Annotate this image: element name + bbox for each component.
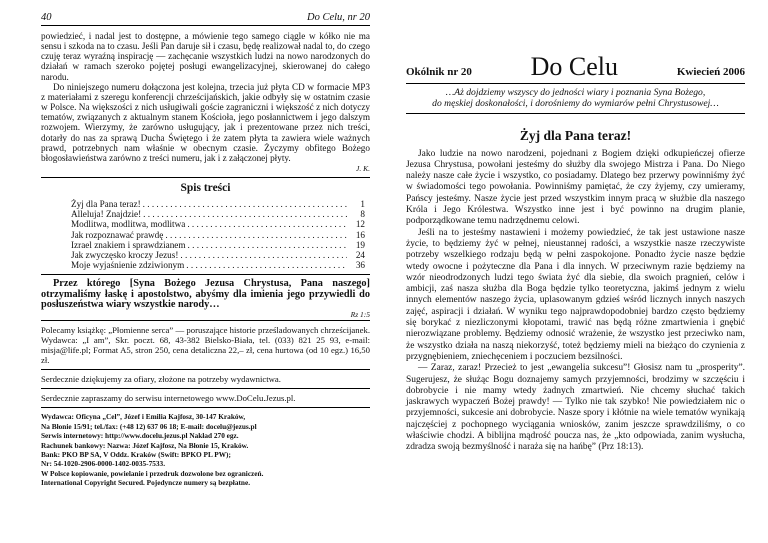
- publisher-line: W Polsce kopiowanie, powielanie i przedruk dozwolone bez ograniczeń.: [41, 468, 264, 478]
- toc-entry-title: Moje wyjaśnienie zdziwionym: [71, 259, 185, 270]
- magazine-title: Do Celu: [530, 52, 619, 81]
- issue-date: Kwiecień 2006: [676, 66, 745, 78]
- running-title: Do Celu, nr 20: [307, 12, 370, 23]
- toc-entry-title: Żyj dla Pana teraz!: [71, 199, 141, 210]
- book-recommendation: Polecamy książkę: „Płomienne serca” — poruszające historie prześladowanych chrześcijanek. Wydawca: „I am”, Skr. poczt. 68, 43-382 Bielsko-Biała, tel. (033) 821 25 93, e-mail: misja@life.pl; Format A5, stron 250, cena detaliczna 22,– zł, cena hurtowa (od 10 egz.) 16,50 zł.: [41, 325, 370, 366]
- issue-number: Okólnik nr 20: [406, 66, 472, 78]
- toc-entry-page: 16: [355, 229, 365, 240]
- toc-entry[interactable]: [71, 250, 365, 260]
- article-paragraph-3: — Zaraz, zaraz! Przecież to jest „ewangelia sukcesu”! Głosisz nam tu „prosperity”. Sugerujesz, że służąc Bogu doznajemy samych przyjemności, brodzimy w szczęściu i dobrobycie i nie mamy wtedy żadnych zmartwień. Nie chcemy słuchać takich jaskrawych wypaczeń Bożej prawdy! — Tylko nie tak szybko! Nie powiedziałem nic o przyjemności, sukcesie ani dobrobycie. Nasze spory i kłótnie na wiele tematów wynikają najczęściej z pochopnego wyciągania wniosków, zanim jeszcze sprawdziliśmy, o co właściwie chodzi. A biblijna mądrość poucza nas, że „kto odpowiada, zanim wysłucha, zdradza swoją bezmyślność i naraża się na hańbę” (Prz 18:13).: [406, 363, 745, 453]
- divider: [41, 274, 370, 275]
- running-header: [41, 12, 370, 26]
- publisher-line: Na Błonie 15/91; tel./fax: (+48 12) 637 06 18; E-mail: docelu@jezus.pl: [41, 421, 257, 431]
- toc-entry-title: Izrael znakiem i sprawdzianem: [71, 239, 186, 250]
- toc-entry-page: 19: [355, 239, 365, 250]
- toc-entry[interactable]: [71, 199, 365, 209]
- signature: J. K.: [356, 164, 370, 174]
- publisher-line: Bank: PKO BP SA, V Oddz. Kraków (Swift: BPKO PL PW);: [41, 449, 231, 459]
- divider: [41, 388, 370, 389]
- toc-entry[interactable]: [71, 240, 365, 250]
- verse-reference: Rz 1:5: [350, 310, 370, 320]
- toc-entry-title: Alleluja! Znajdzie!: [71, 209, 142, 220]
- divider: [41, 407, 370, 408]
- bible-verse: Przez którego [Syna Bożego Jezusa Chrystusa, Pana naszego] otrzymaliśmy łaskę i apostolstwo, abyśmy dla imienia jego przywiedli do posłuszeństwa wiary wszystkie narody…: [41, 278, 370, 310]
- toc-entry-page: 24: [355, 249, 365, 260]
- publisher-info: [41, 412, 370, 487]
- divider: [406, 83, 745, 84]
- website-note: Serdecznie zapraszamy do serwisu internetowego www.DoCelu.Jezus.pl.: [41, 393, 296, 404]
- intro-paragraph-2: Do niniejszego numeru dołączona jest kolejna, trzecia już płyta CD w formacie MP3 z materiałami z szeregu konferencji chrześcijańskich, jakie odbyły się w ostatnim czasie w Polsce. Na większości z nich usługiwali goście zagraniczni i większość z nich dotyczy tematów, związanych z aktualnym stanem Kościoła, jego posłannictwem i jego dalszym rozwojem. Wierzymy, że zarówno usługujący, jak i prezentowane przez nich treści, dotarły do nas za sprawą Ducha Świętego i że zatem płyta ta zawiera wiele ważnych prawd, potrzebnych nam właśnie w obecnym czasie. Życzymy obfitego Bożego błogosławieństwa zarówno z treści numeru, jak i z załączonej płyty.: [41, 81, 370, 163]
- divider: [406, 113, 745, 114]
- motto-line-1: …Aż dojdziemy wszyscy do jedności wiary i poznania Syna Bożego,: [445, 87, 706, 98]
- thanks-note: Serdecznie dziękujemy za ofiary, złożone na potrzeby wydawnictwa.: [41, 374, 281, 385]
- toc-title: Spis treści: [180, 182, 231, 195]
- divider: [41, 369, 370, 370]
- publisher-line: Wydawca: Oficyna „Cel”, Józef i Emilia Kajfosz, 30-147 Kraków,: [41, 412, 246, 422]
- article-paragraph-2: Jeśli na to jesteśmy nastawieni i możemy powiedzieć, że tak jest ustawione nasze życie, to będziemy żyć w pełnej, nieustannej radości, a wszystkie nasze rzeczywiste potrzeby wszelkiego rodzaju będą w pełni zaspokojone. Ponadto życie nasze będzie wtedy owocne i pożyteczne dla Pana i dla innych. W przeciwnym razie będziemy na wzór nieodrodzonych ludzi tego świata żyć dla siebie, dla swoich pragnień, celów i ambicji, zaś nasza służba dla Boga będzie tylko teoretyczna, jakimś jednym z wielu innych elementów naszego życia, uplasowanym gdzieś wśród licznych innych naszych zajęć, aspiracji i działań. W wyniku tego najprawdopodobniej bardzo często będziemy się borykać z niezliczonymi kłopotami, trawić nas będą różne zmartwienia i gnębić nierozwiązane problemy. Będziemy odnosić wrażenie, że wszystko jest przeciwko nam, że wszystko działa na naszą niekorzyść, toteż będziemy mieli na bieżąco do czynienia z przygnębieniem, zniechęceniem i poczuciem bezsilności.: [406, 227, 745, 362]
- toc-entry-page: 1: [360, 199, 365, 210]
- publisher-line: Serwis internetowy: http://www.docelu.jezus.pl Nakład 270 egz.: [41, 431, 239, 441]
- masthead: [406, 54, 745, 80]
- toc-entry-page: 12: [355, 219, 365, 230]
- table-of-contents: [71, 199, 365, 270]
- toc-entry[interactable]: [71, 260, 365, 270]
- toc-entry-title: Jak zwyczęsko kroczy Jezus!: [71, 249, 179, 260]
- divider: [41, 320, 370, 321]
- toc-entry-page: 8: [360, 209, 365, 220]
- toc-entry[interactable]: [71, 230, 365, 240]
- motto-line-2: do męskiej doskonałości, i dorośniemy do wymiarów pełni Chrystusowej…: [432, 98, 719, 110]
- article-paragraph-1: Jako ludzie na nowo narodzeni, pojednani z Bogiem dzięki odkupieńczej ofierze Jezusa Chrystusa, powołani jesteśmy do służby dla swojego Mistrza i Pana. Do Niego należy nasze całe życie i wszystko, co posiadamy. Dlatego bez przerwy powinniśmy żyć w świadomości tego powołania. Powinniśmy pamiętać, że czy żyjemy, czy umieramy, Pańscy jesteśmy. Nasze życie jest przed wszystkim innym pracą w służbie dla naszego Króla i Jego Królestwa. Wszystko inne jest i być powinno na drugim planie, podporządkowane temu nadrzędnemu celowi.: [406, 148, 745, 227]
- toc-entry-title: Jak rozpoznawać prawdę: [71, 229, 164, 240]
- motto: [406, 87, 745, 110]
- toc-entry[interactable]: [71, 219, 365, 229]
- toc-entry-title: Modlitwa, modlitwa, modlitwa: [71, 219, 186, 230]
- right-page: [384, 0, 768, 543]
- article-title: Żyj dla Pana teraz!: [519, 127, 632, 143]
- toc-entry[interactable]: [71, 209, 365, 219]
- publisher-line: Rachunek bankowy: Nazwa: Józef Kajfosz, Na Błonie 15, Kraków.: [41, 440, 249, 450]
- publisher-line: International Copyright Secured. Pojedyncze numery są bezpłatne.: [41, 478, 251, 488]
- page-number: 40: [41, 12, 52, 23]
- intro-paragraph-1: powiedzieć, i nadal jest to dostępne, a mówienie tego samego ciągle w kółko nie ma sensu i szkoda na to czasu. Jeśli Pan daruje sił i czasu, będę realizował nadal to, do czego czuję teraz wyraźną inspirację — zachęcanie wszystkich ludzi na nowo narodzonych do działań w ramach szeroko pojętej posługi ewangelizacyjnej, skierowanej do całego narodu.: [41, 31, 370, 82]
- publisher-line: Nr: 54-1020-2906-0000-1402-0035-7533.: [41, 459, 166, 469]
- divider: [41, 177, 370, 178]
- toc-entry-page: 36: [355, 259, 365, 270]
